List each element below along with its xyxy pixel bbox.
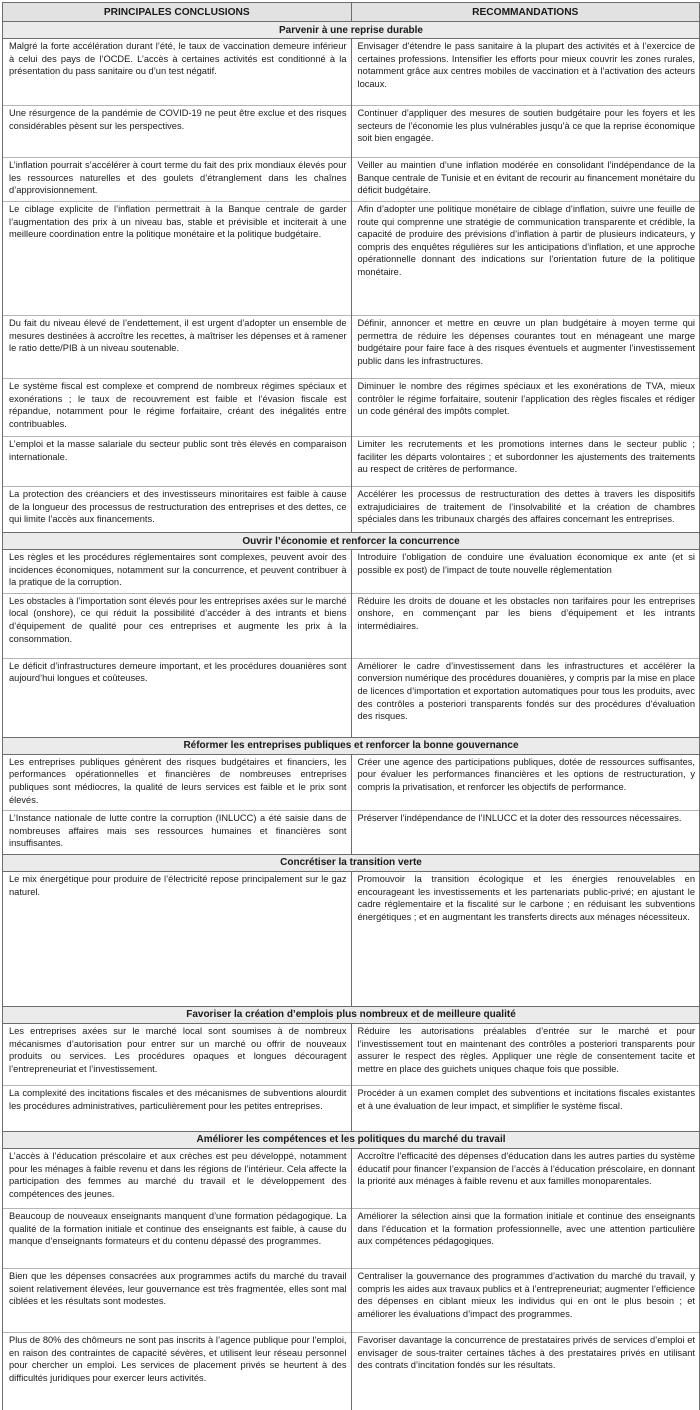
conclusion-cell: Le mix énergétique pour produire de l’électricité repose principalement sur le gaz naturel.	[3, 871, 351, 1006]
header-conclusions: PRINCIPALES CONCLUSIONS	[3, 3, 351, 22]
recommendation-cell: Accroître l’efficacité des dépenses d’éducation dans les autres parties du système éducatif pour financer l’expansion de l’accès à l’éducation préscolaire, en donnant la priorité aux ménages à faible revenu et aux familles monoparentales.	[357, 1150, 695, 1187]
table-row	[3, 1085, 699, 1131]
recommendation-cell: Promouvoir la transition écologique et les énergies renouvelables en encourageant les investissements et les partenariats public-privé; en ajustant le cadre réglementaire et la fiscalité sur le carbone ; en réduisant les subventions énergétiques ; et en augmentant les transferts directs aux ménages nécessiteux.	[357, 873, 695, 922]
conclusion-cell: Malgré la forte accélération durant l’été, le taux de vaccination demeure inférieur à celui des pays de l’OCDE. L’accès à certaines activités est conditionné à la présentation du pass sanitaire ou d’un test négatif.	[3, 39, 351, 106]
section-title: Parvenir à une reprise durable	[3, 22, 699, 39]
conclusion-cell: L’emploi et la masse salariale du secteur public sont très élevés en comparaison internationale.	[3, 437, 351, 487]
table-row	[3, 1208, 699, 1268]
recommendation-cell: Envisager d’étendre le pass sanitaire à la plupart des activités et à l’exercice de certaines professions. Intensifier les efforts pour mieux couvrir les zones rurales, notamment grâce aux centres mobiles de vaccination et à l’activation des acteurs locaux.	[357, 41, 695, 89]
table-row	[3, 658, 699, 737]
header-recommendations: RECOMMANDATIONS	[351, 3, 699, 22]
table-row	[3, 437, 699, 487]
table-row	[3, 379, 699, 437]
section-title: Favoriser la création d’emplois plus nombreux et de meilleure qualité	[3, 1006, 699, 1023]
table-row	[3, 1268, 699, 1332]
recommendation-cell: Réduire les autorisations préalables d’entrée sur le marché et pour l’investissement tout en maintenant des contrôles a posteriori transparents pour assurer le respect des règles. Appliquer une règle de consentement tacite et mettre en place des guichets uniques chaque fois que possible.	[357, 1025, 695, 1074]
recommendation-cell: Favoriser davantage la concurrence de prestataires privés de services d’emploi et envisager de sous-traiter certaines tâches à des prestataires privés en utilisant des contrats d’incitation fondés sur les résultats.	[351, 1332, 699, 1410]
section-title: Ouvrir l’économie et renforcer la concurrence	[3, 533, 699, 550]
conclusion-cell: Du fait du niveau élevé de l’endettement, il est urgent d’adopter un ensemble de mesures destinées à accroître les recettes, à maîtriser les dépenses et à ramener le ratio dette/PIB à un niveau soutenable.	[3, 316, 351, 379]
recommendation-cell: Améliorer la sélection ainsi que la formation initiale et continue des enseignants dans l’éducation et la formation professionnelle, avec une attention particulière aux compétences pédagogiques.	[351, 1208, 699, 1268]
recommendation-cell: Centraliser la gouvernance des programmes d’activation du marché du travail, y compris les aides aux travaux publics et à l’entrepreneuriat; augmenter l’efficience des dépenses en ciblant mieux les individus qui en ont le plus besoin ; et améliorer les évaluations d’impact des programmes.	[351, 1268, 699, 1332]
conclusion-cell: Beaucoup de nouveaux enseignants manquent d’une formation pédagogique. La qualité de la formation initiale et continue des enseignants est faible, à cause du manque d’enseignants formateurs et du contenu dépassé des programmes.	[3, 1208, 351, 1268]
recommendation-cell: Limiter les recrutements et les promotions internes dans le secteur public ; faciliter les départs volontaires ; et subordonner les ajustements des traitements au respect de critères de performance.	[351, 437, 699, 487]
conclusion-cell: Les obstacles à l’importation sont élevés pour les entreprises axées sur le marché local (onshore), ce qui réduit la possibilité d’accéder à des intrants et biens d’équipement de qualité pour ces entreprises et augmente les prix à la consommation.	[3, 593, 351, 658]
recommendation-cell: Créer une agence des participations publiques, dotée de ressources suffisantes, pour évaluer les performances financières et les options de restructuration, y compris la privatisation, et renforcer les objectifs de performance.	[357, 756, 695, 792]
section-title: Réformer les entreprises publiques et renforcer la bonne gouvernance	[3, 737, 699, 754]
table-row	[3, 1148, 699, 1208]
conclusion-cell: Le ciblage explicite de l’inflation permettrait à la Banque centrale de garder l’augmentation des prix à un niveau bas, stable et prévisible et inciterait à une meilleure coordination entre la politique monétaire et la politique budgétaire.	[3, 202, 351, 316]
recommendation-cell: Réduire les droits de douane et les obstacles non tarifaires pour les entreprises onshore, en commençant par les biens d’équipement et les intrants intermédiaires.	[351, 593, 699, 658]
table-row	[3, 202, 699, 316]
conclusion-cell: L’Instance nationale de lutte contre la corruption (INLUCC) a été saisie dans de nombreuses affaires mais ses ressources humaines et financières sont insuffisantes.	[3, 811, 351, 855]
conclusion-cell: Plus de 80% des chômeurs ne sont pas inscrits à l’agence publique pour l’emploi, en raison des contraintes de capacité sévères, et utilisent leur réseau personnel pour chercher un emploi. Les services de placement privés se heurtent à des difficultés juridiques pour exercer leurs activités.	[3, 1332, 351, 1410]
table-row	[3, 1332, 699, 1410]
table-row	[3, 1023, 699, 1085]
table-row	[3, 593, 699, 658]
conclusion-cell: Les entreprises axées sur le marché local sont soumises à de nombreux mécanismes d’autorisation pour entrer sur un marché ou offrir de nouveaux produits ou services. Les procédures opaques et longues découragent l’entrepreneuriat et l’investissement.	[3, 1023, 351, 1085]
conclusion-cell: La complexité des incitations fiscales et des mécanismes de subventions alourdit les procédures administratives, particulièrement pour les petites entreprises.	[3, 1085, 351, 1131]
recommendation-cell: Afin d’adopter une politique monétaire de ciblage d’inflation, suivre une feuille de route qui comprenne une stratégie de communication transparente et crédible, la capacité de produire des prévisions d’inflation à partir de plusieurs indicateurs, y compris des enquêtes régulières sur les anticipations d’inflation, et une approche opérationnelle donnant des indications sur l’orientation future de la politique monétaire.	[351, 202, 699, 316]
table-row	[3, 754, 699, 810]
table-row	[3, 316, 699, 379]
recommendation-cell: Préserver l’indépendance de l’INLUCC et la doter des ressources nécessaires.	[351, 811, 699, 855]
conclusion-cell: L’inflation pourrait s’accélérer à court terme du fait des prix mondiaux élevés pour les ressources naturelles et des goulets d’étranglement dans les chaînes d’approvisionnement.	[3, 158, 351, 202]
table-row	[3, 811, 699, 855]
conclusion-cell: La protection des créanciers et des investisseurs minoritaires est faible à cause de la longueur des processus de restructuration des entreprises et des dettes, ce qui limite l’accès aux financements.	[3, 487, 351, 533]
recommendation-cell: Veiller au maintien d’une inflation modérée en consolidant l’indépendance de la Banque centrale de Tunisie et en évitant de recourir au financement monétaire du déficit budgétaire.	[351, 158, 699, 202]
conclusion-cell: Le déficit d’infrastructures demeure important, et les procédures douanières sont aujourd’hui longues et coûteuses.	[3, 658, 351, 737]
table-row	[3, 550, 699, 594]
table-row	[3, 871, 699, 1006]
recommendation-cell: Définir, annoncer et mettre en œuvre un plan budgétaire à moyen terme qui permettra de réduire les dépenses courantes tout en ménageant une marge budgétaire pour faire face à des risques éventuels et augmenter l’investissement public dans les infrastructures.	[351, 316, 699, 379]
conclusion-cell: Bien que les dépenses consacrées aux programmes actifs du marché du travail soient relativement élevées, leur gouvernance est très fragmentée, elles sont mal ciblées et les résultats sont modestes.	[3, 1268, 351, 1332]
conclusion-cell: Les entreprises publiques génèrent des risques budgétaires et financiers, les performances opérationnelles et financières de nombreuses entreprises publiques sont médiocres, la qualité de leurs services est faible et le prix sont élevés.	[3, 754, 351, 810]
conclusion-cell: Les règles et les procédures réglementaires sont complexes, peuvent avoir des incidences économiques, notamment sur la concurrence, et peuvent contribuer à la pratique de la corruption.	[3, 550, 351, 594]
table-row	[3, 487, 699, 533]
recommendation-cell: Diminuer le nombre des régimes spéciaux et les exonérations de TVA, mieux contrôler le régime forfaitaire, soutenir l’application des règles fiscales et rédiger un code général des impôts complet.	[351, 379, 699, 437]
recommendation-cell: Améliorer le cadre d’investissement dans les infrastructures et accélérer la conversion numérique des procédures douanières, y compris par la mise en place de licences d’importation et exportation automatiques pour tous les produits, avec des contrôles a posteriori transparents fondés sur des procédures d’évaluation des risques.	[351, 658, 699, 737]
section-title: Concrétiser la transition verte	[3, 854, 699, 871]
recommendation-cell: Procéder à un examen complet des subventions et incitations fiscales existantes et à une évaluation de leur impact, et simplifier le système fiscal.	[351, 1085, 699, 1131]
recommendation-cell: Continuer d’appliquer des mesures de soutien budgétaire pour les foyers et les secteurs de l’économie les plus vulnérables jusqu’à ce que la reprise économique soit bien engagée.	[351, 106, 699, 158]
recommendations-table	[2, 2, 700, 1410]
recommendation-cell: Introduire l’obligation de conduire une évaluation économique ex ante (et si possible ex post) de l’impact de toute nouvelle réglementation	[357, 552, 695, 575]
conclusion-cell: L’accès à l’éducation préscolaire et aux crèches est peu développé, notamment pour les ménages à faible revenu et dans les régions de l’intérieur. Cela affecte la participation des femmes au marché du travail et le développement des compétences des jeunes.	[3, 1148, 351, 1208]
section-title: Améliorer les compétences et les politiques du marché du travail	[3, 1131, 699, 1148]
recommendation-cell: Accélérer les processus de restructuration des dettes à travers les dispositifs extrajudiciaires de traitement de l’insolvabilité et la création de chambres spéciales dans les tribunaux chargés des affaires concernant les entreprises.	[351, 487, 699, 533]
conclusion-cell: Une résurgence de la pandémie de COVID-19 ne peut être exclue et des risques considérables pèsent sur les perspectives.	[3, 106, 351, 158]
table-row	[3, 158, 699, 202]
conclusion-cell: Le système fiscal est complexe et comprend de nombreux régimes spéciaux et exonérations ; le taux de recouvrement est faible et l’évasion fiscale est répandue, notamment pour le régime forfaitaire, créant des inégalités entre contribuables.	[3, 379, 351, 437]
table-row	[3, 106, 699, 158]
table-row	[3, 39, 699, 106]
